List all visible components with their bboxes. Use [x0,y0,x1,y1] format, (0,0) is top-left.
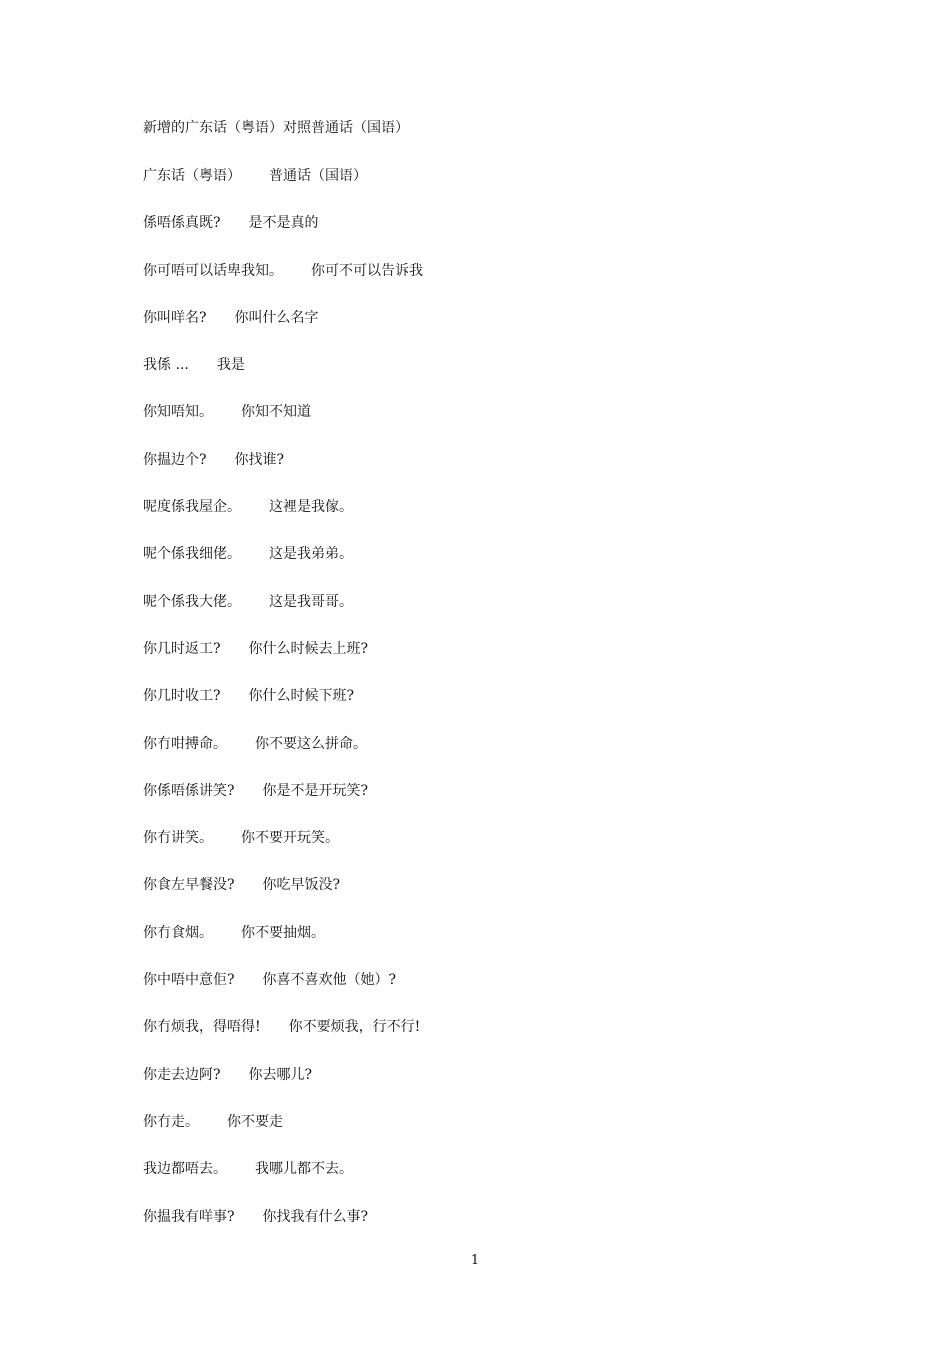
mandarin-phrase: 你找谁? [234,451,285,468]
phrase-row [143,355,423,402]
mandarin-phrase: 你是不是开玩笑? [262,782,369,799]
phrase-row [143,402,423,449]
phrase-row [143,734,423,781]
cantonese-phrase: 你冇食烟。 [143,924,213,941]
phrase-row [143,686,423,733]
mandarin-phrase: 你什么时候下班? [248,688,355,705]
cantonese-phrase: 你知唔知。 [143,404,213,421]
cantonese-phrase: 你几时返工? [143,640,221,657]
cantonese-phrase: 你揾我有咩事? [143,1208,235,1225]
mandarin-phrase: 你吃早饭没? [262,877,341,894]
column-header-row [143,166,423,213]
mandarin-column-header: 普通话（国语） [269,168,367,184]
phrase-row [143,544,423,591]
phrase-row [143,497,423,544]
phrase-list [143,166,423,1254]
cantonese-phrase: 你叫咩名? [143,309,207,326]
mandarin-phrase: 是不是真的 [248,215,319,232]
mandarin-phrase: 你不要烦我，行不行! [288,1019,421,1036]
cantonese-phrase: 你冇烦我，得唔得! [143,1019,261,1036]
mandarin-phrase: 你不要抽烟。 [241,924,325,941]
cantonese-phrase: 你冇讲笑。 [143,830,213,847]
phrase-row [143,213,423,260]
cantonese-phrase: 你走去边阿? [143,1066,221,1083]
mandarin-phrase: 你去哪儿? [248,1066,313,1083]
document-title: 新增的广东话（粤语）对照普通话（国语） [143,120,409,136]
mandarin-phrase: 你不要开玩笑。 [241,830,339,847]
phrase-row [143,308,423,355]
cantonese-phrase: 呢个係我大佬。 [143,593,241,610]
cantonese-phrase: 你係唔係讲笑? [143,782,235,799]
cantonese-phrase: 你冇走。 [143,1113,199,1130]
mandarin-phrase: 你什么时候去上班? [248,640,369,657]
phrase-row [143,1207,423,1254]
phrase-row [143,1017,423,1064]
phrase-row [143,592,423,639]
phrase-row [143,1112,423,1159]
phrase-row [143,828,423,875]
mandarin-phrase: 这是我哥哥。 [269,593,353,610]
cantonese-phrase: 我係 ... [143,357,189,374]
cantonese-phrase: 我边都唔去。 [143,1161,227,1178]
mandarin-phrase: 你不要这么拼命。 [255,735,367,752]
cantonese-phrase: 你食左早餐没? [143,877,235,894]
phrase-row [143,261,423,308]
mandarin-phrase: 这裡是我傢。 [269,499,353,516]
mandarin-phrase: 你可不可以告诉我 [311,262,423,279]
cantonese-phrase: 你可唔可以话卑我知。 [143,262,283,279]
cantonese-phrase: 呢个係我细佬。 [143,546,241,563]
cantonese-phrase: 你揾边个? [143,451,207,468]
cantonese-phrase: 你冇咁搏命。 [143,735,227,752]
cantonese-phrase: 你几时收工? [143,688,221,705]
phrase-row [143,875,423,922]
phrase-row [143,1065,423,1112]
phrase-row [143,639,423,686]
mandarin-phrase: 你叫什么名字 [234,309,319,326]
phrase-row [143,923,423,970]
mandarin-phrase: 我哪儿都不去。 [255,1161,353,1178]
mandarin-phrase: 你不要走 [227,1113,283,1130]
mandarin-phrase: 你知不知道 [241,404,311,421]
phrase-row [143,970,423,1017]
cantonese-phrase: 你中唔中意佢? [143,972,235,989]
mandarin-phrase: 这是我弟弟。 [269,546,353,563]
cantonese-column-header: 广东话（粤语） [143,168,241,184]
mandarin-phrase: 我是 [216,357,245,374]
mandarin-phrase: 你找我有什么事? [262,1208,369,1225]
mandarin-phrase: 你喜不喜欢他（她）? [262,972,397,989]
cantonese-phrase: 係唔係真既? [143,215,221,232]
phrase-row [143,781,423,828]
cantonese-phrase: 呢度係我屋企。 [143,499,241,516]
phrase-row [143,1159,423,1206]
phrase-row [143,450,423,497]
page-number: 1 [470,1253,480,1268]
